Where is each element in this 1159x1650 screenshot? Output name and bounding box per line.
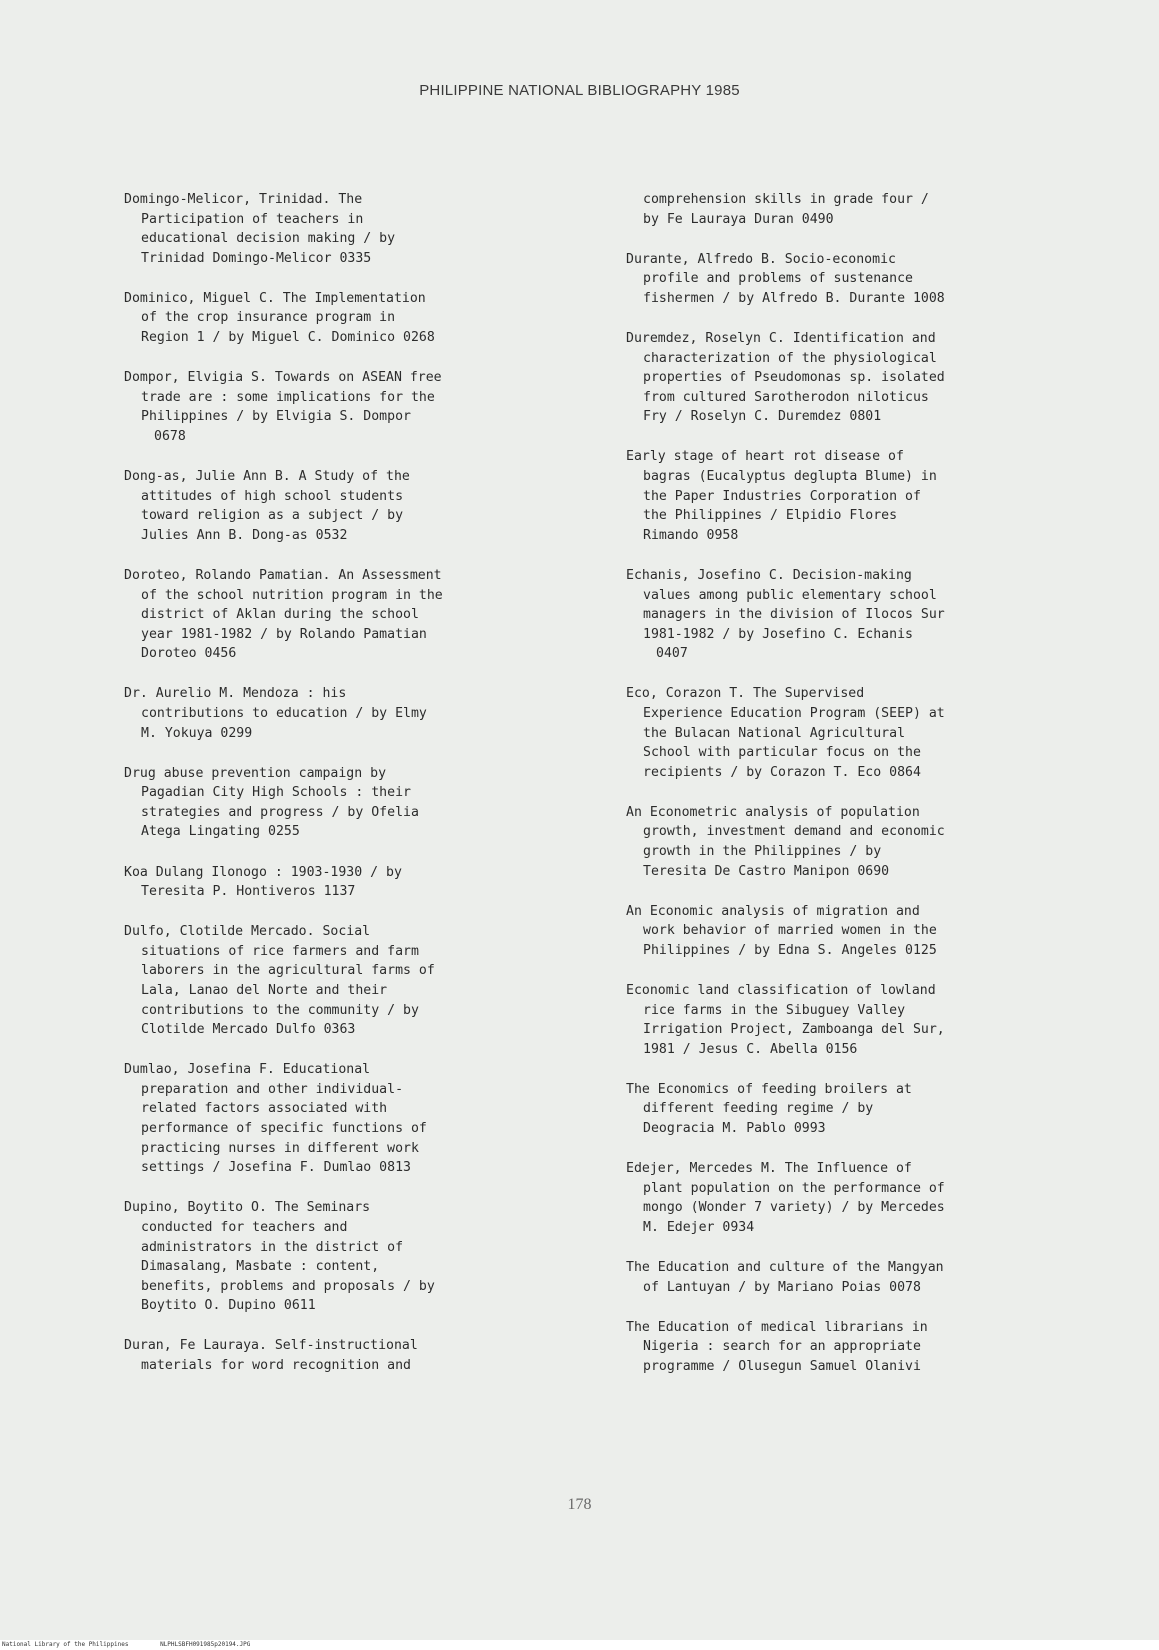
entry-line: M. Edejer 0934 [643,1219,755,1235]
entry-line: Boytito O. Dupino 0611 [141,1298,316,1314]
entry-line: toward religion as a subject / by [141,508,404,524]
entry-line: Doroteo 0456 [141,646,237,662]
bibliography-entry [626,684,1106,782]
entry-line: An Economic analysis of migration and [626,903,920,919]
entry-line: Julies Ann B. Dong-as 0532 [141,527,348,543]
bibliography-entry [626,447,1106,545]
entry-line: Lala, Lanao del Norte and their [141,983,388,998]
left-column [124,190,594,1396]
entry-line: contributions to education / by Elmy [141,705,427,721]
entry-line: contributions to the community / by [141,1002,419,1018]
entry-line: The Economics of feeding broilers at [626,1081,912,1097]
entry-line: Teresita P. Hontiveros 1137 [141,884,356,900]
entry-line: properties of Pseudomonas sp. isolated [643,370,945,386]
entry-line: Pagadian City High Schools : their [141,785,411,801]
entry-line: School with particular focus on the [643,745,921,761]
entry-line: the Bulacan National Agricultural [643,725,906,741]
entry-line: Eco, Corazon T. The Supervised [626,686,865,702]
entry-line: situations of rice farmers and farm [141,943,419,959]
entry-line: of the school nutrition program in the [141,587,443,603]
entry-line: mongo (Wonder 7 variety) / by Mercedes [643,1200,945,1216]
entry-line: of Lantuyan / by Mariano Poias 0078 [643,1279,921,1295]
footer-source: National Library of the Philippines [2,1641,129,1648]
bibliography-entry [626,329,1106,427]
entry-line: Experience Education Program (SEEP) at [643,705,945,721]
entry-line: comprehension skills in grade four / [643,192,929,207]
entry-line: Doroteo, Rolando Pamatian. An Assessment [124,567,442,583]
entry-line: Duran, Fe Lauraya. Self-instructional [124,1338,418,1354]
page-number: 178 [567,1496,592,1513]
bibliography-entry [124,190,594,268]
entry-line: the Philippines / Elpidio Flores [643,508,898,524]
entry-line: rice farms in the Sibuguey Valley [643,1002,906,1018]
entry-line: Koa Dulang Ilonogo : 1903-1930 / by [124,864,402,880]
bibliography-entry [124,1198,594,1316]
entry-line: Trinidad Domingo-Melicor 0335 [141,250,372,266]
entry-line: managers in the division of Ilocos Sur [643,607,945,623]
bibliography-entry [124,467,594,545]
entry-line: Nigeria : search for an appropriate [643,1339,921,1355]
entry-line: An Econometric analysis of population [626,804,920,820]
entry-line: Early stage of heart rot disease of [626,449,904,465]
bibliography-entry [626,981,1106,1059]
entry-line: profile and problems of sustenance [643,271,913,287]
entry-line: characterization of the physiological [643,350,937,366]
entry-line: Drug abuse prevention campaign by [124,765,387,781]
entry-line: Domingo-Melicor, Trinidad. The [124,192,363,207]
entry-line: bagras (Eucalyptus deglupta Blume) in [643,469,937,485]
bibliography-entry [626,1159,1106,1237]
entry-line: plant population on the performance of [643,1180,945,1196]
entry-line: 0678 [154,428,186,444]
entry-line: Duremdez, Roselyn C. Identification and [626,330,936,346]
entry-line: laborers in the agricultural farms of [141,963,435,979]
entry-line: Philippines / by Edna S. Angeles 0125 [643,942,937,958]
bibliography-entry [626,250,1106,309]
entry-line: Atega Lingating 0255 [141,824,300,840]
entry-line: Edejer, Mercedes M. The Influence of [626,1161,912,1177]
entry-line: year 1981-1982 / by Rolando Pamatian [141,626,427,642]
footer-file: NLPHLSBFH091985p20194.JPG [160,1641,251,1648]
entry-line: Durante, Alfredo B. Socio-economic [626,251,896,267]
entry-line: growth, investment demand and economic [643,824,945,840]
bibliography-entry [626,1080,1106,1139]
entry-line: district of Aklan during the school [141,607,419,623]
entry-line: The Education of medical librarians in [626,1319,928,1335]
running-head: PHILIPPINE NATIONAL BIBLIOGRAPHY 1985 [419,82,740,99]
entry-line: 1981 / Jesus C. Abella 0156 [643,1041,858,1057]
bibliography-entry [124,289,594,348]
entry-line: Deogracia M. Pablo 0993 [643,1121,826,1137]
bibliography-entry [626,190,1106,229]
entry-line: Dimasalang, Masbate : content, [141,1259,380,1275]
entry-line: Region 1 / by Miguel C. Dominico 0268 [141,330,435,346]
bibliography-entry [626,803,1106,881]
entry-line: Teresita De Castro Manipon 0690 [643,863,890,879]
entry-line: by Fe Lauraya Duran 0490 [643,211,834,227]
entry-line: Philippines / by Elvigia S. Dompor [141,409,411,425]
entry-line: administrators in the district of [141,1239,404,1255]
bibliography-entry [124,922,594,1040]
entry-line: benefits, problems and proposals / by [141,1278,435,1294]
entry-line: Dulfo, Clotilde Mercado. Social [124,924,371,940]
entry-line: values among public elementary school [643,587,937,603]
entry-line: performance of specific functions of [141,1121,427,1137]
entry-line: Clotilde Mercado Dulfo 0363 [141,1022,356,1038]
entry-line: related factors associated with [141,1101,388,1117]
entry-line: Economic land classification of lowland [626,983,936,998]
bibliography-entry [124,764,594,842]
entry-line: of the crop insurance program in [141,310,396,326]
entry-line: The Education and culture of the Mangyan [626,1260,944,1276]
entry-line: Participation of teachers in [141,211,364,227]
entry-line: trade are : some implications for the [141,389,435,405]
entry-line: Rimando 0958 [643,527,739,543]
bibliography-entry [626,1258,1106,1297]
entry-line: M. Yokuya 0299 [141,725,253,741]
entry-line: from cultured Sarotherodon niloticus [643,389,929,405]
bibliography-entry [124,566,594,664]
entry-line: Dr. Aurelio M. Mendoza : his [124,686,347,702]
entry-line: strategies and progress / by Ofelia [141,804,419,820]
entry-line: Dumlao, Josefina F. Educational [124,1062,371,1078]
bibliography-entry [626,1318,1106,1377]
entry-line: the Paper Industries Corporation of [643,488,921,504]
entry-line: preparation and other individual- [141,1081,404,1097]
bibliography-entry [626,902,1106,961]
entry-line: Irrigation Project, Zamboanga del Sur, [643,1022,945,1038]
entry-line: work behavior of married women in the [643,923,937,939]
bibliography-entry [124,368,594,446]
entry-line: 1981-1982 / by Josefino C. Echanis [643,626,913,642]
entry-line: educational decision making / by [141,231,396,247]
entry-line: attitudes of high school students [141,488,404,504]
entry-line: Dominico, Miguel C. The Implementation [124,290,426,306]
scan-footer [0,1640,1159,1650]
bibliography-entry [626,566,1106,664]
bibliography-entry [124,863,594,902]
entry-line: programme / Olusegun Samuel Olanivi [643,1358,921,1374]
entry-line: Dupino, Boytito O. The Seminars [124,1200,371,1216]
entry-line: fishermen / by Alfredo B. Durante 1008 [643,290,945,306]
entry-line: different feeding regime / by [643,1101,874,1117]
entry-line: 0407 [656,646,688,662]
entry-line: practicing nurses in different work [141,1140,419,1156]
entry-line: Dong-as, Julie Ann B. A Study of the [124,469,410,485]
entry-line: conducted for teachers and [141,1219,348,1235]
bibliography-entry [124,1336,594,1375]
bibliography-entry [124,1060,594,1178]
entry-line: Fry / Roselyn C. Duremdez 0801 [643,409,882,425]
entry-line: recipients / by Corazon T. Eco 0864 [643,764,921,780]
entry-line: materials for word recognition and [141,1358,411,1373]
entry-line: Dompor, Elvigia S. Towards on ASEAN free [124,370,442,386]
entry-line: settings / Josefina F. Dumlao 0813 [141,1160,411,1176]
right-column [626,190,1106,1397]
entry-line: Echanis, Josefino C. Decision-making [626,567,912,583]
entry-line: growth in the Philippines / by [643,844,882,860]
bibliography-entry [124,684,594,743]
